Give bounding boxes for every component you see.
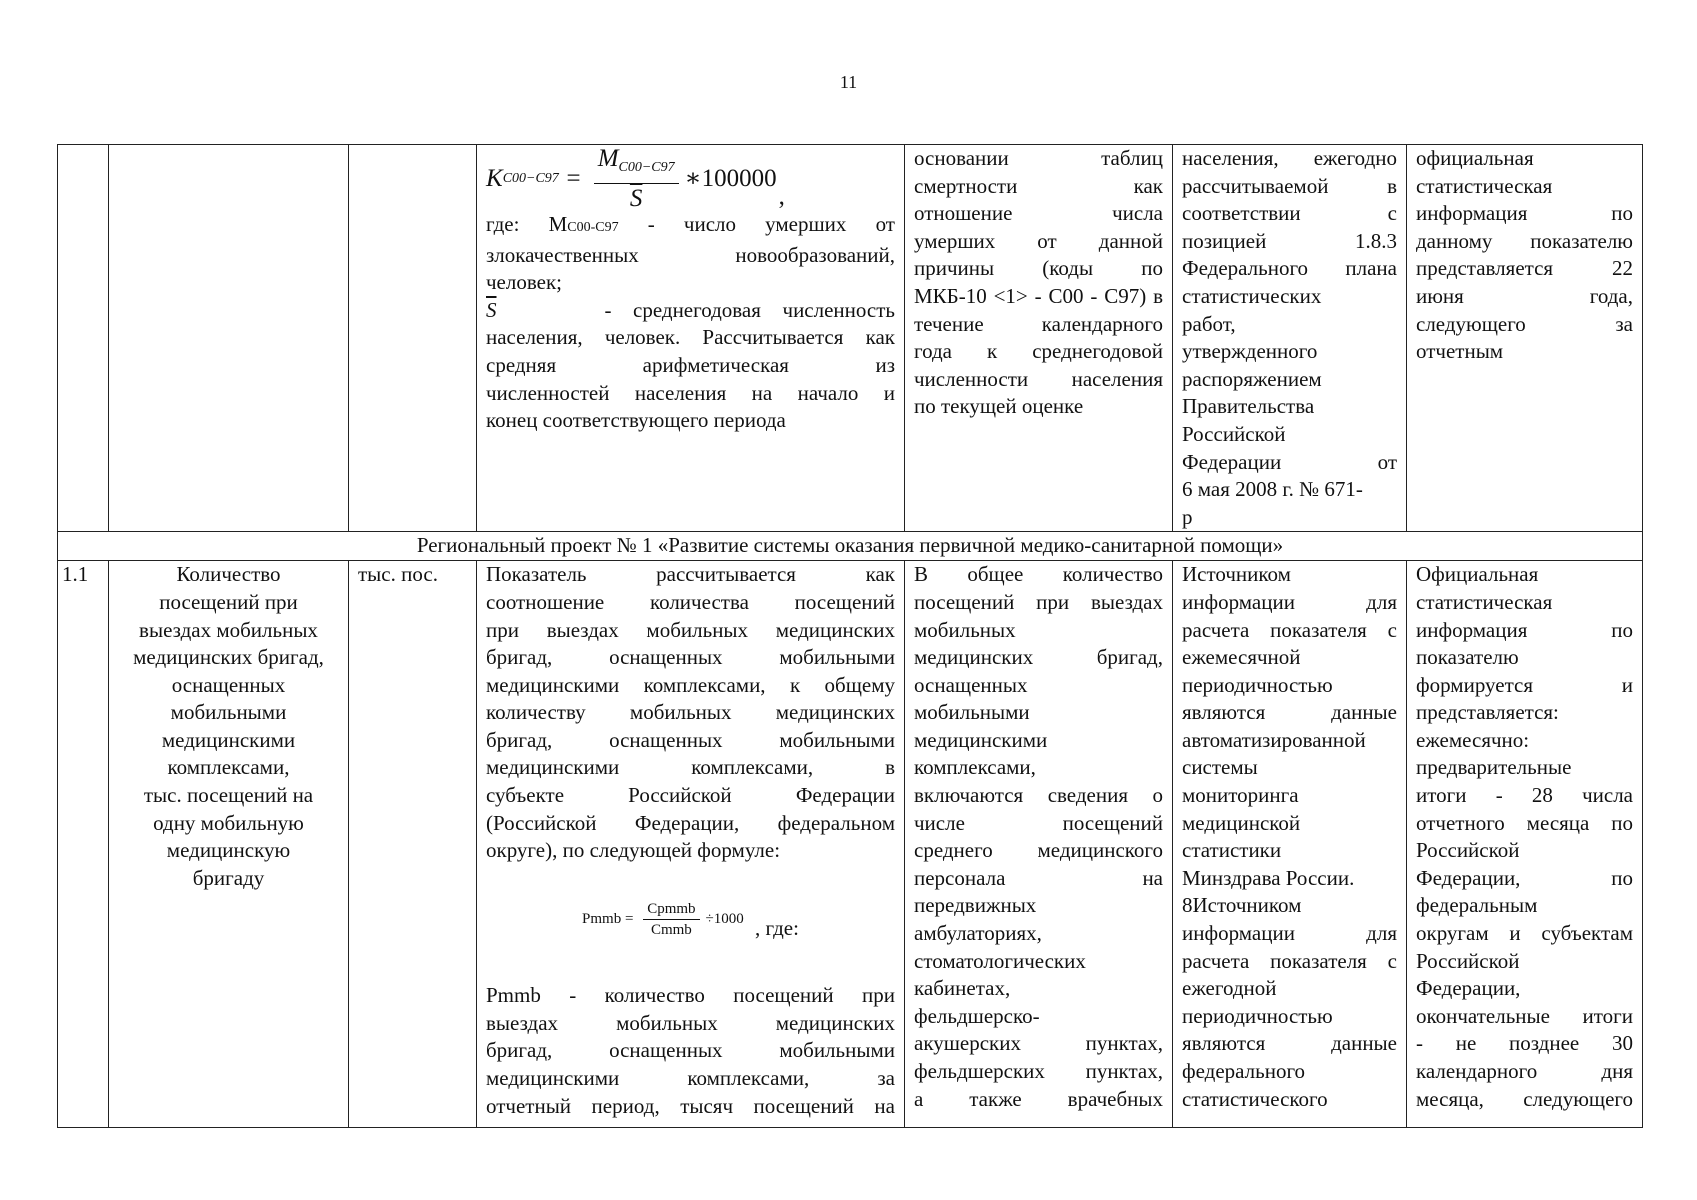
cell-source: Источником информации для расчета показателя с ежемесячной периодичностью являются данные автоматизированной системы мониторинга медицинской статистики Минздрава России. 8Источником информации для расчета показателя с ежегодной периодичностью являются данные федерального статистического — [1173, 561, 1407, 1128]
method-line: злокачественных новообразований, — [486, 242, 895, 267]
indicators-table — [57, 144, 1643, 1128]
cell-basis: основании таблиц смертности как отношение числа умерших от данной причины (коды по МКБ-10 <1> - С00 - С97) в течение календарного года к среднегодовой численности населения по текущей оценке — [905, 145, 1173, 532]
method-line: численностей населения на начало и — [486, 380, 895, 405]
formula-pmmb: Pmmb = $\frac{\text{Cpmmb}}{\text{Cmmb}}$ ÷1000 , где: — [582, 900, 799, 940]
cell-unit: тыс. пос. — [349, 561, 477, 1128]
table-row-section — [58, 532, 1643, 561]
cell-source: населения, ежегодно рассчитываемой в соответствии с позицией 1.8.3 Федерального плана статистических работ, утвержденного распоряжением Правительства Российской Федерации от 6 мая 2008 г. № 671- р — [1173, 145, 1407, 532]
method-line: средняя арифметическая из — [486, 352, 895, 377]
formula-lhs: K — [486, 165, 503, 193]
cell-basis: В общее количество посещений при выездах мобильных медицинских бригад, оснащенных мобильными медицинскими комплексами, включаются сведения о числе посещений среднего медицинского персонала на передвижных амбулаториях, стоматологических кабинетах, фельдшерско- акушерских пунктах, фельдшерских пунктах, а также врачебных — [905, 561, 1173, 1128]
method-line: $\overline{S}$ - среднегодовая численность — [486, 297, 895, 322]
formula-lhs-sub: C00−C97 — [502, 171, 559, 187]
cell-number — [58, 145, 109, 532]
cell-name — [109, 145, 349, 532]
formula-k: K C00−C97 = $\frac{M_{C00-C97}}{S}$ ∗100000 , — [486, 145, 785, 212]
cell-method — [477, 145, 905, 532]
method-line: населения, человек. Рассчитывается как — [486, 325, 895, 350]
cell-name: Количество посещений при выездах мобильных медицинских бригад, оснащенных мобильными медицинскими комплексами, тыс. посещений на одну мобильную медицинскую бригаду — [109, 561, 349, 1128]
s-symbol: $\overline{S}$ — [486, 297, 497, 322]
cell-timing: Официальная статистическая информация по показателю формируется и представляется: ежемесячно: предварительные итоги - 28 числа отчетного месяца по Российской Федерации, по федеральным округам и субъектам Российской Федерации, окончательные итоги - не позднее 30 календарного дня месяца, следующего — [1407, 561, 1643, 1128]
cell-timing: официальная статистическая информация по данному показателю представляется 22 июня года, следующего за отчетным — [1407, 145, 1643, 532]
method-line: конец соответствующего периода — [486, 408, 786, 433]
formula-multiplier: ∗100000 — [684, 165, 777, 193]
section-title: Региональный проект № 1 «Развитие системы оказания первичной медико-санитарной помощи» — [58, 532, 1643, 561]
method-line: где: МC00-C97 - число умерших от — [486, 212, 895, 236]
method-line: человек; — [486, 270, 563, 295]
table-row-1-1 — [58, 561, 1643, 1128]
page-number: 11 — [839, 72, 858, 92]
cell-method: Показатель рассчитывается как соотношение количества посещений при выездах мобильных медицинских бригад, оснащенных мобильными медицинскими комплексами, к общему количеству мобильных медицинских бригад, оснащенных мобильными медицинскими комплексами, в субъекте Российской Федерации (Российской Федерации, федеральном округе), по следующей формуле: Pmmb = $\frac{\text{Cpmmb}}{\text{Cmmb}}$ ÷1000 , где: Pmmb - количество посещений при выездах мобильных медицинских бригад, оснащенных мобильными медицинскими комплексами, за отчетный период, тысяч посещений на — [477, 561, 905, 1128]
cell-unit — [349, 145, 477, 532]
cell-number: 1.1 — [58, 561, 109, 1128]
formula-fraction: $\frac{M_{C00-C97}}{S}$ — [594, 144, 679, 214]
table-row-continuation — [58, 145, 1643, 532]
